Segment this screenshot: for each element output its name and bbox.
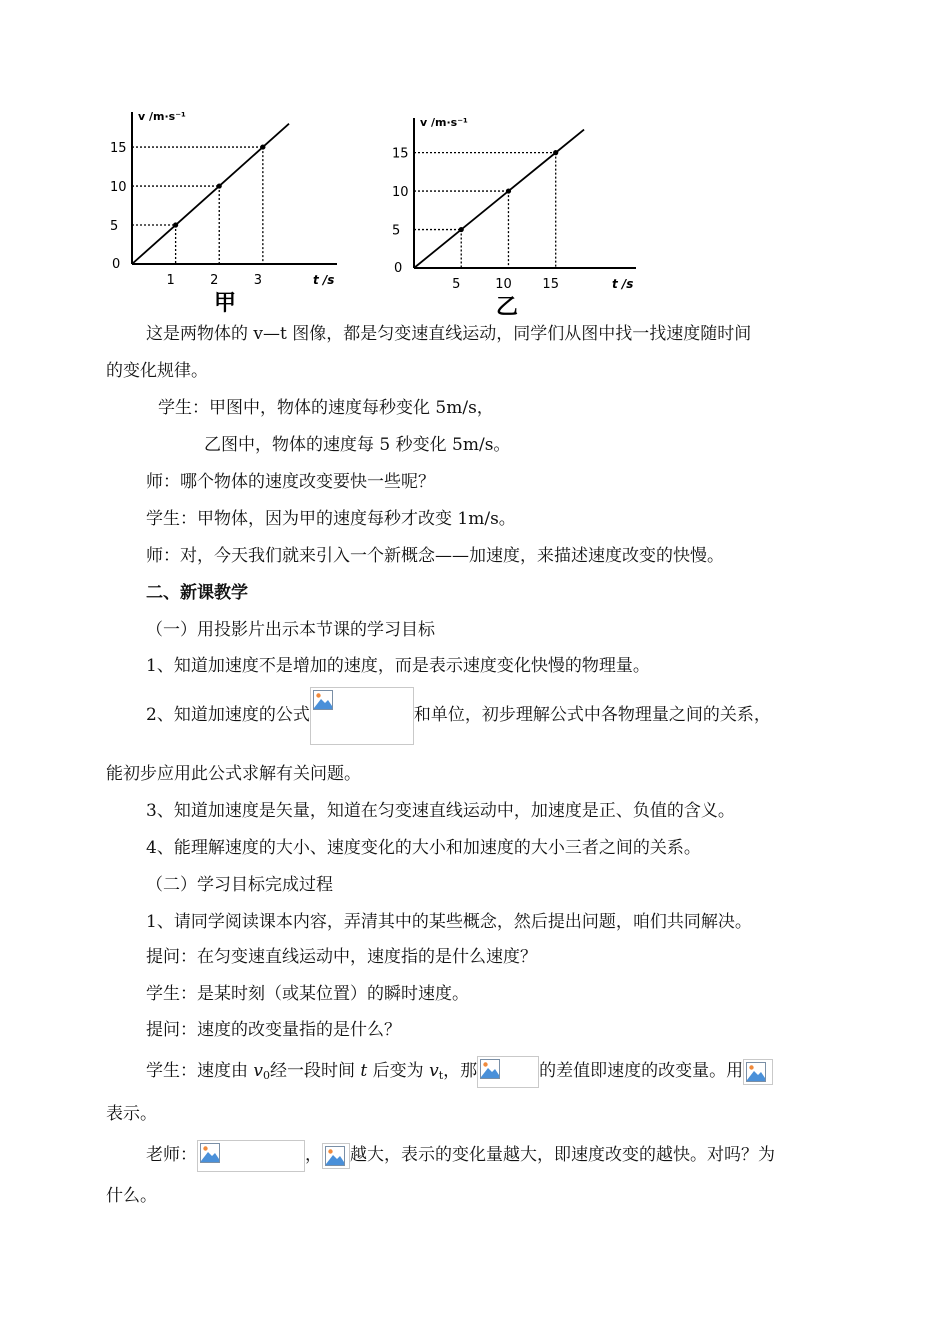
x-tick-label: 15 [542,277,559,292]
y-tick-label: 5 [110,219,119,235]
subsection-process: （二）学习目标完成过程 [146,875,333,895]
vt-symbol: v [429,1061,439,1081]
paragraph-intro-line1: 这是两物体的 v—t 图像，都是匀变速直线运动，同学们从图中找一找速度随时间 [146,324,752,344]
teacher-text-c: 越大，表示的变化量越大，即速度改变的越快。对吗？为 [350,1145,775,1165]
velocity-line [132,124,289,264]
graph-yi-svg [384,112,644,322]
teacher-intro-acceleration: 师：对，今天我们就来引入一个新概念——加速度，来描述速度改变的快慢。 [146,546,724,566]
student-answer-jia: 学生：甲图中，物体的速度每秒变化 5m/s， [158,398,494,418]
answer-text-a: 学生：速度由 [146,1061,254,1081]
y-tick-label: 5 [392,223,401,239]
teacher-question-faster: 师：哪个物体的速度改变要快一些呢？ [146,472,435,492]
paragraph-intro-line2: 的变化规律。 [106,361,208,381]
x-tick-label: 2 [210,273,219,288]
goal-2-line2: 能初步应用此公式求解有关问题。 [106,764,361,784]
teacher-image-placeholder-1 [197,1140,305,1172]
v0-subscript: 0 [263,1069,271,1082]
broken-image-icon [200,1143,220,1163]
broken-image-icon [313,690,333,710]
x-tick-label: 1 [166,273,175,288]
x-tick-label: 10 [495,277,512,292]
graph-jia [104,108,354,318]
student-answer-yi: 乙图中，物体的速度每 5 秒变化 5m/s。 [204,435,511,455]
x-axis-label: t /s [612,277,634,291]
delta-v-image-placeholder [743,1059,773,1085]
answer-instantaneous: 学生：是某时刻（或某位置）的瞬时速度。 [146,984,469,1004]
y-tick-label: 15 [110,141,127,157]
answer-text-b: 经一段时间 [270,1061,361,1081]
answer-text-e: 的差值即速度的改变量。用 [539,1061,744,1081]
teacher-text-b: ， [305,1145,322,1165]
difference-image-placeholder [477,1056,539,1088]
goal-2-text-a: 2、知道加速度的公式 [146,705,310,725]
x-tick-label: 5 [452,277,461,292]
teacher-text-a: 老师： [146,1145,197,1165]
subsection-goals: （一）用投影片出示本节课的学习目标 [146,620,435,640]
graph-jia-svg [104,108,354,318]
origin-label: 0 [112,257,121,272]
origin-label: 0 [394,261,403,276]
v0-symbol: v [253,1061,264,1081]
graph-yi [384,112,644,322]
velocity-line [414,130,584,268]
broken-image-icon [480,1059,500,1079]
teacher-question-line2: 什么。 [106,1186,157,1206]
answer-text-c: 后变为 [367,1061,430,1081]
t-symbol: t [360,1061,368,1081]
question-velocity-change: 提问：速度的改变量指的是什么？ [146,1020,401,1040]
broken-image-icon [325,1146,345,1166]
graph-caption: 甲 [214,291,237,316]
vt-subscript: t [438,1069,444,1082]
teacher-image-placeholder-2 [322,1143,350,1169]
goal-2-text-b: 和单位，初步理解公式中各物理量之间的关系， [413,705,771,725]
teacher-question-line1 [146,1138,886,1172]
broken-image-icon [746,1062,766,1082]
y-tick-label: 15 [392,146,409,162]
answer-text-d: ，那 [443,1061,478,1081]
graph-caption: 乙 [496,295,519,320]
y-axis-label: v /m·s⁻¹ [420,116,468,129]
answer-velocity-change-line1 [146,1054,886,1088]
question-velocity: 提问：在匀变速直线运动中，速度指的是什么速度？ [146,947,537,967]
answer-velocity-change-line2: 表示。 [106,1104,157,1124]
goal-1: 1、知道加速度不是增加的速度，而是表示速度变化快慢的物理量。 [146,656,650,676]
x-axis-label: t /s [313,273,335,287]
y-axis-label: v /m·s⁻¹ [138,110,186,123]
goal-3: 3、知道加速度是矢量，知道在匀变速直线运动中，加速度是正、负值的含义。 [146,801,735,821]
goal-4: 4、能理解速度的大小、速度变化的大小和加速度的大小三者之间的关系。 [146,838,701,858]
section-heading-new-lesson: 二、新课教学 [146,583,248,603]
y-tick-label: 10 [392,185,409,201]
process-step-1: 1、请同学阅读课本内容，弄清其中的某些概念，然后提出问题，咱们共同解决。 [146,912,752,932]
goal-2-line1 [146,685,886,745]
formula-image-placeholder [310,687,414,745]
student-answer-faster: 学生：甲物体，因为甲的速度每秒才改变 1m/s。 [146,509,516,529]
x-tick-label: 3 [253,273,262,288]
y-tick-label: 10 [110,180,127,196]
